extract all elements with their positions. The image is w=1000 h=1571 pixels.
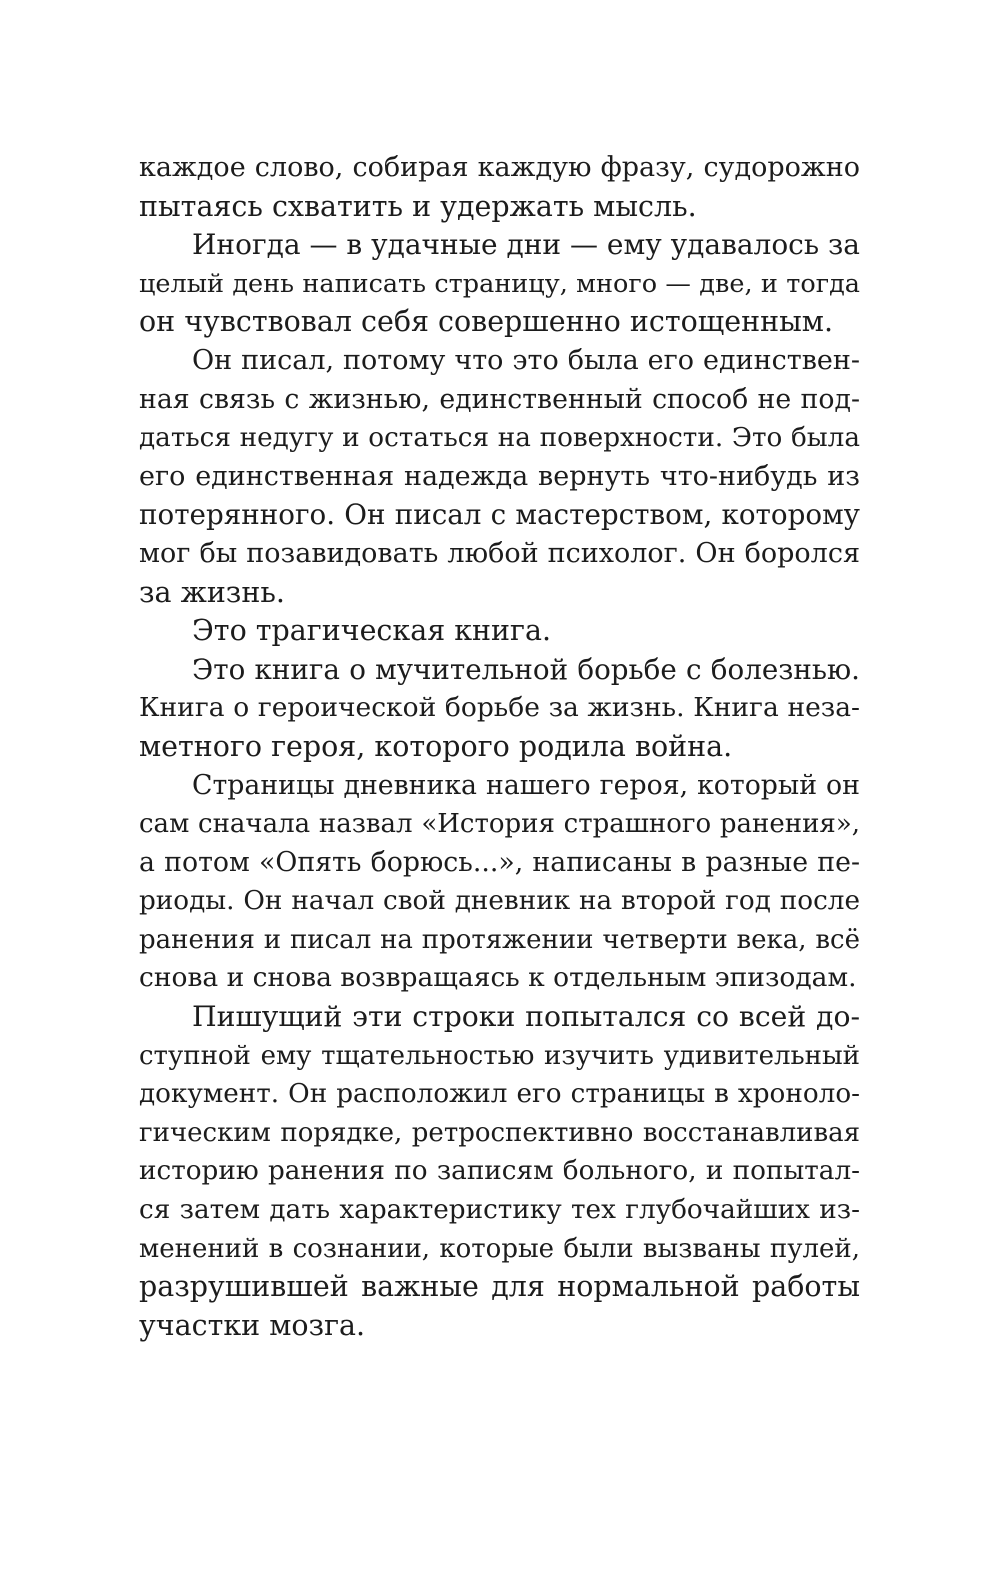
text-line: документ. Он расположил его страницы в хроноло- [139,1079,860,1110]
text-line: Это трагическая книга. [192,614,552,648]
text-line: менений в сознании, которые были вызваны пулей, [139,1233,860,1264]
page-body [139,149,860,1345]
text-line: Книга о героической борьбе за жизнь. Книга неза- [139,692,860,724]
text-line: сам сначала назвал «История страшного ранения», [139,809,860,840]
paragraph [139,149,860,226]
text-line: за жизнь. [139,575,285,609]
paragraph [139,651,860,767]
text-line: ступной ему тщательностью изучить удивительный [139,1040,860,1071]
text-line: историю ранения по записям больного, и попытал- [139,1156,860,1187]
text-line: потерянного. Он писал с мастерством, которому [139,498,860,532]
text-line: участки мозга. [139,1308,366,1342]
text-line: каждое слово, собирая каждую фразу, судорожно [139,152,860,183]
text-line: целый день написать страницу, много — две, и тогда [139,268,860,299]
text-line: Это книга о мучительной борьбе с болезнью. [192,652,860,686]
text-line: Он писал, потому что это была его единствен- [192,344,860,376]
text-line: его единственная надежда вернуть что-нибудь из [139,460,860,492]
text-line: Пишущий эти строки попытался со всей до- [192,1000,860,1034]
text-line: снова и снова возвращаясь к отдельным эпизодам. [139,962,857,994]
paragraph [139,767,860,999]
text-line: даться недугу и остаться на поверхности. Это была [139,423,860,454]
text-line: Иногда — в удачные дни — ему удавалось за [192,228,860,262]
text-line: ная связь с жизнью, единственный способ не под- [139,383,860,415]
paragraph [139,342,860,612]
paragraph [139,612,860,651]
text-line: он чувствовал себя совершенно истощенным. [139,305,834,339]
text-line: гическим порядке, ретроспективно восстанавливая [139,1117,860,1148]
text-line: пытаясь схватить и удержать мысль. [139,189,697,223]
text-line: мог бы позавидовать любой психолог. Он боролся [139,537,860,569]
text-line: Страницы дневника нашего героя, который он [192,769,860,801]
text-line: ся затем дать характеристику тех глубочайших из- [139,1195,860,1226]
text-line: метного героя, которого родила война. [139,729,733,763]
paragraph [139,998,860,1345]
paragraph [139,226,860,342]
text-line: а потом «Опять борюсь...», написаны в разные пе- [139,846,860,878]
text-line: разрушившей важные для нормальной работы [139,1270,860,1304]
text-line: ранения и писал на протяжении четверти века, всё [139,924,860,955]
text-line: риоды. Он начал свой дневник на второй год после [139,886,860,917]
